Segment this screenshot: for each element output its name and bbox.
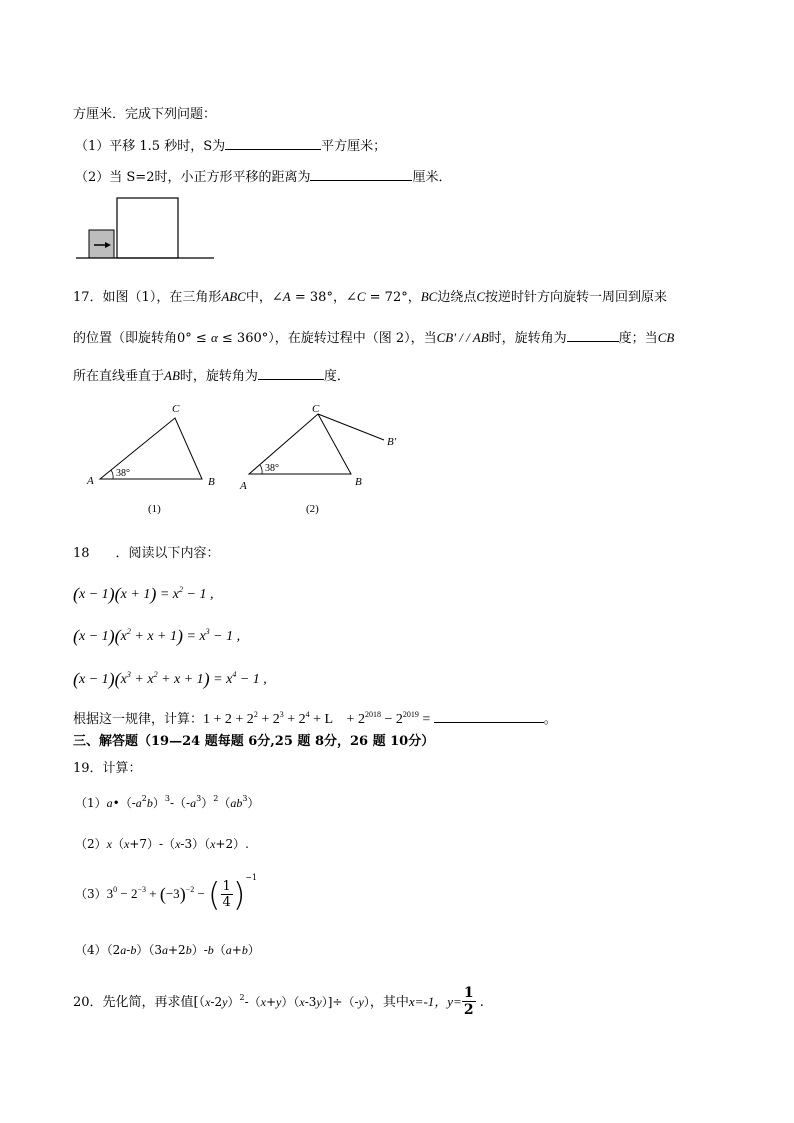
q17-text-a: 17．如图（1），在三角形 [73,290,222,305]
q20-x-value: x=-1， [408,994,448,1009]
q17-bc: BC [420,289,438,304]
q17-eq72: = 72°， [365,290,421,305]
fig2-angle-label: 38° [265,463,279,474]
fig1-label-b: B [208,476,215,488]
fig1-caption: (1) [148,503,161,515]
q19-part1: $(1)a•(-a^2b)^3-(-a^3)^2(ab^3)$ [75,794,260,810]
q18-eq1: $(x - 1)(x + 1) = x^2 - 1$ , [73,584,214,604]
q17-line3 [73,367,350,383]
q20-text-a: 20．先化简，再求值[（ [73,995,206,1010]
q19-part4: （4）（2a-b）（3a+2b）-b（a+b） [75,943,260,957]
small-square [89,230,114,258]
q16-part2-text: （2）当 S=2时，小正方形平移的距离为 [75,170,311,185]
q16-part1-text: （1）平移 1.5 秒时，S为 [75,139,226,154]
q17-text-e: 的位置（即旋转角0° ≤ [73,331,211,346]
q18-blank[interactable] [434,710,544,723]
q19-p1-label: （1） [75,796,107,810]
q20-y-fraction: $\frac{1}{2}$ [463,985,474,1018]
q17-var-a: A [282,289,291,304]
q17-blank1[interactable] [567,329,619,342]
q18-conclusion: 根据这一规律，计算：$1 + 2 + 2^2 + 2^3 + 2^4 + L$ + $2^{2018} - 2^{2019}$ = 。 [73,710,557,727]
angle-arc-1 [111,470,113,479]
q17-ab: AB [164,368,180,383]
fig2-label-a: A [240,480,247,492]
q18-end: 。 [543,712,557,727]
q16-part2 [75,168,452,184]
segment-cbp [318,414,384,440]
q19-part3: $(3)3^0 - 2^{-3} + (-3)^{-2}$ − ( $\frac{1}{4}$ )$^{-1}$ [75,873,258,914]
angle-arc-2 [260,465,262,474]
q19-part2: （2）x（x+7）-（x-3）（x+2）. [75,837,249,851]
q17-text-g: 时，旋转角为 [488,331,567,346]
q17-text-b: 中，∠ [245,290,283,305]
fig2-label-c: C [312,403,320,415]
q17-cbp-ab: CB' / / AB [436,330,489,345]
q17-eq38: = 38°，∠ [290,290,357,305]
q16-blank1[interactable] [225,137,321,150]
q17-text-f: ≤ 360°），在旋转过程中（图 2），当 [217,331,437,346]
q17-var-c: C [356,289,366,304]
q20-text-b: ，其中 [369,995,409,1010]
fig1-label-a: A [87,475,94,487]
q17-line1 [73,290,667,304]
fig2-label-b: B [355,476,362,488]
q17-var-c2: C [476,289,486,304]
q18-title: 18 ．阅读以下内容： [73,546,220,561]
fig2-label-bp: B' [387,436,397,448]
q19-title: 19．计算： [73,761,142,776]
q16-intro: 方厘米．完成下列问题： [73,107,217,122]
q18-eq3: $(x - 1)(x^3 + x^2 + x + 1) = x^4 - 1$ , [73,669,267,689]
q17-line2 [73,329,674,345]
q18-eq2: $(x - 1)(x^2 + x + 1) = x^3 - 1$ , [73,626,241,646]
q17-alpha: α [210,330,218,345]
q16-part1-unit: 平方厘米； [321,139,387,154]
q16-blank2[interactable] [310,168,412,181]
q17-text-k: 度． [323,369,350,384]
q17-abc: ABC [221,289,246,304]
q17-blank2[interactable] [258,367,324,380]
large-square [117,198,178,258]
q16-part1 [75,137,386,153]
q20-line: 20．先化简，再求值$[(x-2y)^2-(x+y)(x-3y)]\div(-y)$，其中x=-1，y= $\frac{1}{2}$ . [73,985,484,1018]
q17-text-d: 按逆时针方向旋转一周回到原来 [485,290,668,305]
fig1-label-c: C [172,403,180,415]
q18-conclusion-text: 根据这一规律，计算： [73,712,204,727]
q17-text-h: 度；当 [618,331,658,346]
q16-part2-unit: 厘米． [412,170,452,185]
fig2-caption: (2) [306,503,319,515]
q17-text-j: 时，旋转角为 [179,369,258,384]
q19-p2-label: （2） [75,837,107,851]
section3-heading: 三、解答题（19—24 题每题 6分,25 题 8分，26 题 10分） [73,734,435,749]
q16-squares-figure [74,195,216,263]
q19-p3-label: （3） [75,887,107,901]
q17-text-c: 边绕点 [437,290,477,305]
q20-y-label: y= [447,994,462,1009]
q19-p4-label: （4） [75,943,107,957]
q17-cb: CB [657,330,675,345]
q17-text-i: 所在直线垂直于 [73,369,165,384]
fig1-angle-label: 38° [116,468,130,479]
q17-triangle-figures [80,398,410,523]
